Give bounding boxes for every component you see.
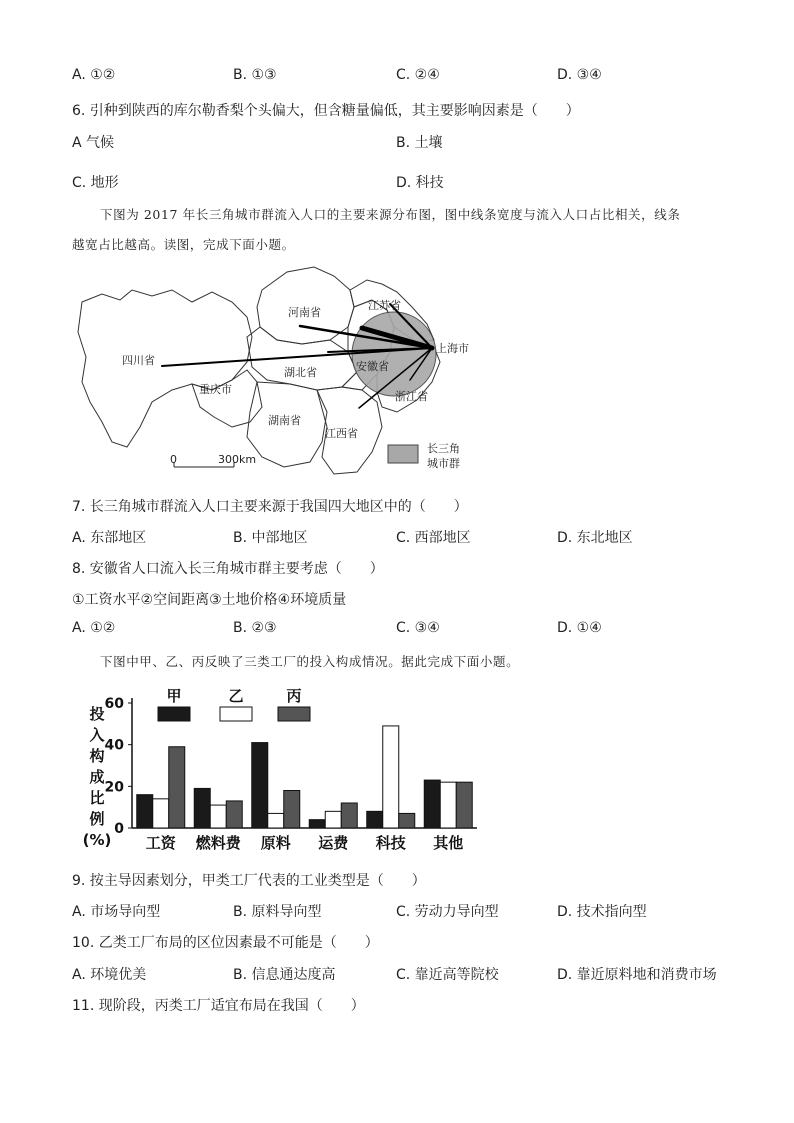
x-tick-label-4: 运费 [318,834,349,852]
bar-1-5 [367,811,383,828]
bar-3-2 [226,801,242,828]
q7-option-c[interactable]: C. 西部地区 [396,530,471,546]
q7-option-b[interactable]: B. 中部地区 [233,530,308,546]
q5-option-c[interactable]: C. ②④ [396,67,440,83]
bar-3-1 [169,747,185,828]
q11-stem: 11. 现阶段，丙类工厂适宜布局在我国（ ） [72,998,365,1014]
q6-option-b[interactable]: B. 土壤 [396,135,443,151]
q6-option-d[interactable]: D. 科技 [396,175,444,191]
chart-intro: 下图中甲、乙、丙反映了三类工厂的投入构成情况。据此完成下面小题。 [100,654,520,669]
y-axis-title-char: 比 [89,789,105,807]
delta-city-cluster [352,312,436,396]
y-axis-title-char: 成 [89,768,105,786]
label-zhejiang: 浙江省 [395,390,428,403]
q8-option-a[interactable]: A. ①② [72,620,116,636]
input-composition-chart [72,683,482,858]
bar-1-4 [309,820,325,828]
y-tick-label-40: 40 [104,737,124,754]
bar-1-1 [137,795,153,828]
q5-option-d[interactable]: D. ③④ [557,67,602,83]
q9-option-c[interactable]: C. 劳动力导向型 [396,904,499,920]
label-anhui: 安徽省 [356,360,389,373]
q10-option-a[interactable]: A. 环境优美 [72,967,147,983]
legend-line-1: 长三角 [427,442,460,455]
q9-option-d[interactable]: D. 技术指向型 [557,904,647,920]
population-flow-map [72,262,492,477]
legend-label-2: 乙 [228,687,244,705]
q6-stem: 6. 引种到陕西的库尔勒香梨个头偏大，但含糖量偏低，其主要影响因素是（ ） [72,103,580,119]
q6-option-c[interactable]: C. 地形 [72,175,119,191]
q9-stem: 9. 按主导因素划分，甲类工厂代表的工业类型是（ ） [72,873,426,889]
legend-line-2: 城市群 [427,457,460,470]
q5-option-b[interactable]: B. ①③ [233,67,277,83]
legend-swatch-2 [220,707,252,721]
legend-label-1: 甲 [166,687,182,705]
q7-option-a[interactable]: A. 东部地区 [72,530,147,546]
q8-option-d[interactable]: D. ①④ [557,620,602,636]
scale-300km: 300km [218,453,257,466]
q9-option-a[interactable]: A. 市场导向型 [72,904,161,920]
q8-option-c[interactable]: C. ③④ [396,620,440,636]
chongqing-boundary [192,370,262,427]
q9-option-b[interactable]: B. 原料导向型 [233,904,322,920]
label-shanghai: 上海市 [436,342,469,355]
y-tick-label-20: 20 [104,779,124,796]
q8-option-b[interactable]: B. ②③ [233,620,277,636]
map-intro-line-1: 下图为 2017 年长三角城市群流入人口的主要来源分布图，图中线条宽度与流入人口占比相关，线条 [100,207,681,222]
x-tick-label-6: 其他 [433,834,464,852]
y-tick-label-60: 60 [104,696,124,712]
bar-2-6 [440,782,456,828]
q10-stem: 10. 乙类工厂布局的区位因素最不可能是（ ） [72,935,379,951]
map-intro-line-2: 越宽占比越高。读图，完成下面小题。 [72,237,295,252]
q8-stem: 8. 安徽省人口流入长三角城市群主要考虑（ ） [72,561,384,577]
bar-3-6 [456,782,472,828]
q6-option-a[interactable]: A 气候 [72,135,115,151]
legend-swatch-1 [158,707,190,721]
q10-option-d[interactable]: D. 靠近原料地和消费市场 [557,967,717,983]
q7-option-d[interactable]: D. 东北地区 [557,530,633,546]
y-axis-title-char: 例 [89,810,105,828]
bar-1-2 [194,788,210,828]
bar-2-5 [383,726,399,828]
label-hubei: 湖北省 [284,366,317,379]
q5-option-a[interactable]: A. ①② [72,67,116,83]
bar-3-4 [341,803,357,828]
x-tick-label-2: 燃料费 [195,834,241,852]
label-chongqing: 重庆市 [199,383,232,396]
legend-swatch-3 [278,707,310,721]
y-axis-title-char: (%) [82,831,112,849]
bar-2-1 [153,799,169,828]
bar-1-3 [252,743,268,828]
x-tick-label-3: 原料 [260,834,291,852]
label-henan: 河南省 [288,306,321,319]
bar-2-3 [268,813,284,828]
q7-stem: 7. 长三角城市群流入人口主要来源于我国四大地区中的（ ） [72,499,468,515]
bar-1-6 [424,780,440,828]
legend-swatch [388,445,418,463]
bar-2-2 [210,805,226,828]
y-axis-title-char: 入 [89,726,105,744]
legend-label-3: 丙 [286,687,302,705]
label-sichuan: 四川省 [122,354,155,367]
label-jiangsu: 江苏省 [368,299,401,312]
x-tick-label-5: 科技 [375,834,406,852]
y-axis-title-char: 投 [89,705,105,723]
bar-3-5 [399,813,415,828]
bar-2-4 [325,811,341,828]
y-axis-title-char: 构 [89,747,105,765]
x-tick-label-1: 工资 [145,834,176,852]
q10-option-c[interactable]: C. 靠近高等院校 [396,967,499,983]
q10-option-b[interactable]: B. 信息通达度高 [233,967,336,983]
scale-zero: 0 [170,453,177,466]
bar-3-3 [284,791,300,829]
label-hunan: 湖南省 [268,414,301,427]
label-jiangxi: 江西省 [325,427,358,440]
y-tick-label-0: 0 [114,821,124,837]
q8-sub-items: ①工资水平②空间距离③土地价格④环境质量 [72,592,347,608]
